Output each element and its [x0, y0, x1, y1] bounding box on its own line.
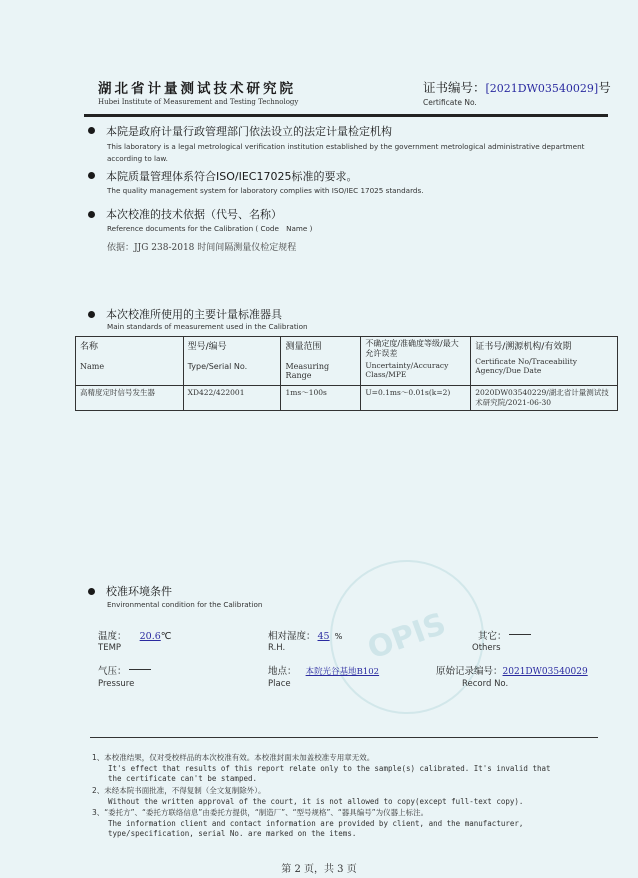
header-name: 名称 Name — [76, 337, 184, 386]
place-label-en: Place — [268, 679, 291, 689]
section-quality-cn: 本院质量管理体系符合ISO/IEC17025标准的要求。 — [106, 170, 358, 183]
note-3-en-2: type/specification, serial No. are marked on the items. — [108, 829, 357, 838]
bullet-icon — [88, 588, 95, 595]
note-2-en: Without the written approval of the court, it is not allowed to copy(except full-text copy). — [108, 797, 524, 806]
institute-name-en: Hubei Institute of Measurement and Testing Technology — [98, 98, 299, 106]
note-1-en-2: the certificate can't be stamped. — [108, 774, 258, 783]
reference-basis: 依据：JJG 238-2018 时间间隔测量仪检定规程 — [107, 243, 297, 253]
section-quality-en: The quality management system for laboratory complies with ISO/IEC 17025 standards. — [107, 186, 424, 195]
cell-range: 1ms～100s — [281, 386, 361, 411]
place-value: 本院光谷基地B102 — [305, 667, 380, 677]
cell-name: 高精度定时信号发生器 — [76, 386, 184, 411]
rh-field: 相对湿度： 45 % — [268, 631, 343, 642]
record-field: 原始记录编号：2021DW03540029 — [436, 666, 588, 677]
institute-name-cn: 湖北省计量测试技术研究院 — [98, 81, 296, 97]
bullet-icon — [88, 211, 95, 218]
record-value: 2021DW03540029 — [502, 667, 588, 677]
pressure-blank — [129, 669, 151, 670]
other-blank — [509, 634, 531, 635]
bullet-icon — [88, 311, 95, 318]
note-3-en-1: The information client and contact information are provided by client, and the manufacturer, — [108, 819, 524, 828]
note-1-en-1: It's effect that results of this report relate only to the sample(s) calibrated. It's invalid that — [108, 764, 551, 773]
watermark-seal: OPIS — [308, 538, 505, 735]
note-3-cn: 3、“委托方”、“委托方联络信息”由委托方提供，“制造厂”、“型号规格”、“器具编号”为仪器上标注。 — [92, 808, 429, 817]
header-uncertainty: 不确定度/准确度等级/最大允许误差 Uncertainty/Accuracy Class/MPE — [361, 337, 471, 386]
header-range: 测量范围 Measuring Range — [281, 337, 361, 386]
cert-label-cn: 证书编号： — [423, 80, 486, 95]
section-legal-en-1: This laboratory is a legal metrological verification institution established by the government metrological administrative department — [107, 142, 585, 151]
rh-label-en: R.H. — [268, 643, 286, 653]
table-header-row — [76, 337, 618, 386]
section-environment-en: Environmental condition for the Calibration — [107, 600, 263, 609]
cert-suffix: 号 — [598, 80, 611, 95]
note-1-cn: 1、本校准结果，仅对受校样品的本次校准有效。本校准封面未加盖校准专用章无效。 — [92, 753, 375, 762]
header-type: 型号/编号 Type/Serial No. — [183, 337, 281, 386]
section-reference-cn: 本次校准的技术依据（代号、名称） — [106, 208, 282, 221]
cert-number-value: [2021DW03540029] — [485, 82, 599, 95]
table-row — [76, 386, 618, 411]
header-divider — [84, 114, 608, 117]
cert-label-en: Certificate No. — [423, 98, 477, 107]
section-legal-en-2: according to law. — [107, 154, 168, 163]
section-legal-cn: 本院是政府计量行政管理部门依法设立的法定计量检定机构 — [106, 125, 392, 138]
section-standards-cn: 本次校准所使用的主要计量标准器具 — [106, 308, 282, 321]
certificate-number — [423, 78, 611, 96]
note-2-cn: 2、未经本院书面批准，不得复制（全文复制除外）。 — [92, 786, 266, 795]
standards-table — [75, 336, 618, 411]
section-environment-cn: 校准环境条件 — [106, 585, 172, 598]
header-certificate: 证书号/溯源机构/有效期 Certificate No/Traceability Agency/Due Date — [471, 337, 618, 386]
temp-value: 20.6 — [139, 631, 161, 642]
notes-divider — [90, 737, 598, 738]
place-field: 地点： 本院光谷基地B102 — [268, 666, 380, 677]
section-standards-en: Main standards of measurement used in the Calibration — [107, 322, 308, 331]
cell-type: XD422/422001 — [183, 386, 281, 411]
bullet-icon — [88, 172, 95, 179]
temp-label-en: TEMP — [98, 643, 122, 653]
cell-certificate: 2020DW03540229/湖北省计量测试技术研究院/2021-06-30 — [471, 386, 618, 411]
section-reference-en: Reference documents for the Calibration ( Code Name ) — [107, 224, 313, 233]
bullet-icon — [88, 127, 95, 134]
cell-uncertainty: U=0.1ms～0.01s(k=2) — [361, 386, 471, 411]
other-label-en: Others — [472, 643, 501, 653]
record-label-en: Record No. — [462, 679, 509, 689]
pressure-field: 气压： — [98, 659, 151, 678]
temp-field: 温度： 20.6℃ — [98, 631, 172, 642]
other-field: 其它： — [478, 624, 531, 643]
page-number: 第 2 页，共 3 页 — [281, 864, 357, 875]
pressure-label-en: Pressure — [98, 679, 135, 689]
rh-value: 45 — [317, 631, 330, 642]
